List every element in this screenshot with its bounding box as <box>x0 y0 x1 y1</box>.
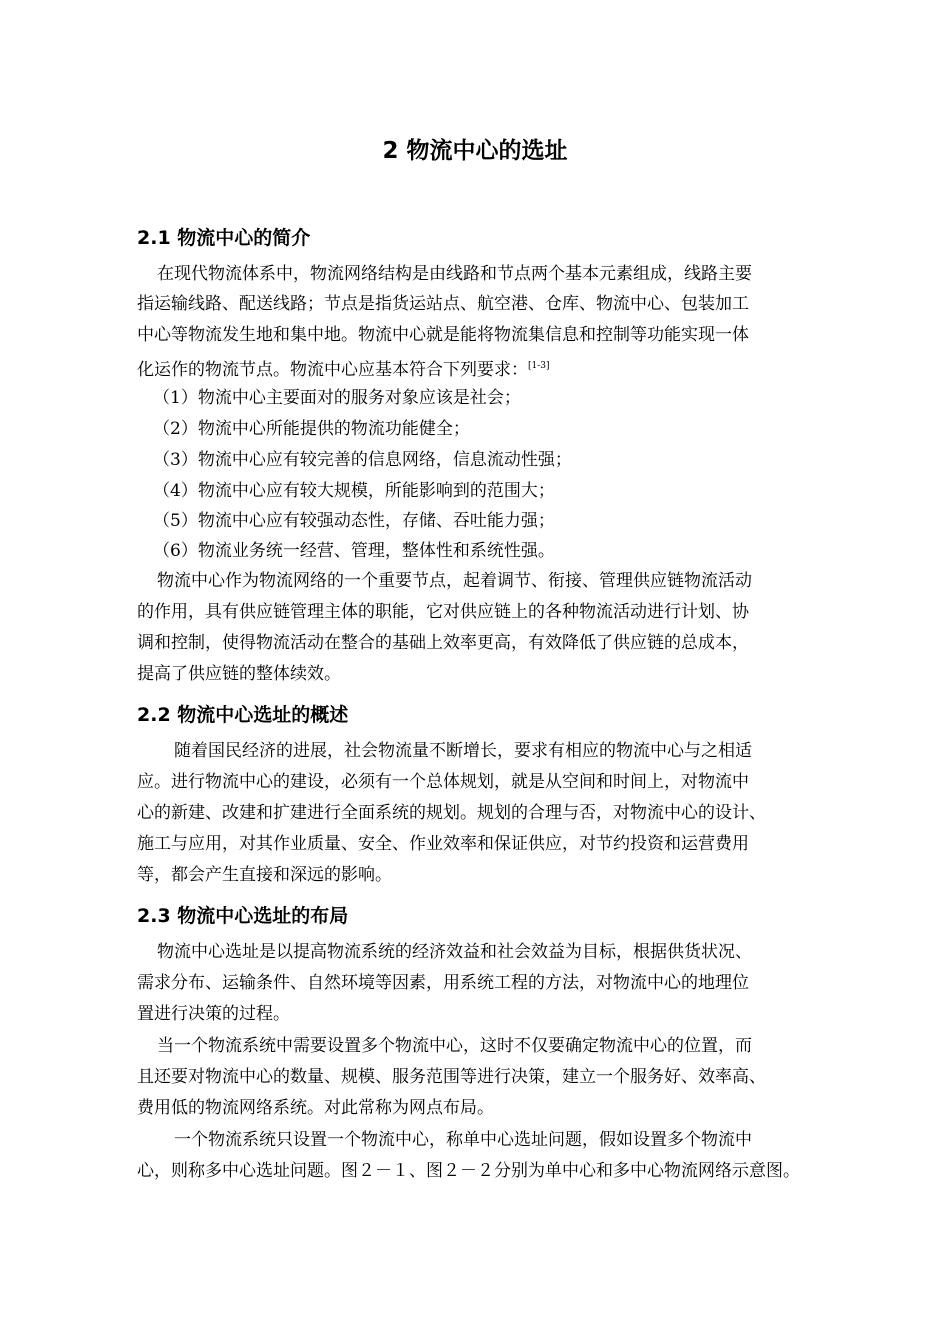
citation-superscript: [1-3] <box>528 361 550 371</box>
paragraph-line: 当一个物流系统中需要设置多个物流中心，这时不仅要确定物流中心的位置，而 <box>157 1036 752 1056</box>
paragraph-line: 应。进行物流中心的建设，必须有一个总体规划，就是从空间和时间上，对物流中 <box>137 772 749 792</box>
chapter-title: 2 物流中心的选址 <box>382 138 568 164</box>
paragraph-line: 需求分布、运输条件、自然环境等因素，用系统工程的方法，对物流中心的地理位 <box>137 973 749 993</box>
paragraph-line: 心，则称多中心选址问题。图２－１、图２－２分别为单中心和多中心物流网络示意图。 <box>137 1161 800 1181</box>
paragraph-line: 指运输线路、配送线路；节点是指货运站点、航空港、仓库、物流中心、包装加工 <box>137 294 749 314</box>
list-item: （6）物流业务统一经营、管理，整体性和系统性强。 <box>153 541 555 561</box>
paragraph-line: 调和控制，使得物流活动在整合的基础上效率更高，有效降低了供应链的总成本， <box>137 633 749 653</box>
paragraph-line: 中心等物流发生地和集中地。物流中心就是能将物流集信息和控制等功能实现一体 <box>137 325 749 345</box>
section-heading-2-3: 2.3 物流中心选址的布局 <box>137 905 349 927</box>
list-item: （3）物流中心应有较完善的信息网络，信息流动性强； <box>153 450 572 470</box>
list-item: （4）物流中心应有较大规模，所能影响到的范围大； <box>153 481 555 501</box>
paragraph-line: 在现代物流体系中，物流网络结构是由线路和节点两个基本元素组成，线路主要 <box>157 264 752 284</box>
paragraph-line: 且还要对物流中心的数量、规模、服务范围等进行决策，建立一个服务好、效率高、 <box>137 1067 766 1087</box>
list-item: （1）物流中心主要面对的服务对象应该是社会； <box>153 388 521 408</box>
paragraph-line: 心的新建、改建和扩建进行全面系统的规划。规划的合理与否，对物流中心的设计、 <box>137 803 766 823</box>
paragraph-line: 费用低的物流网络系统。对此常称为网点布局。 <box>137 1098 494 1118</box>
paragraph-text: 化运作的物流节点。物流中心应基本符合下列要求： <box>137 360 528 380</box>
section-heading-2-2: 2.2 物流中心选址的概述 <box>137 704 349 726</box>
paragraph-line: 随着国民经济的进展，社会物流量不断增长，要求有相应的物流中心与之相适 <box>174 741 752 761</box>
section-heading-2-1: 2.1 物流中心的简介 <box>137 227 311 249</box>
paragraph-line: 一个物流系统只设置一个物流中心，称单中心选址问题，假如设置多个物流中 <box>174 1130 752 1150</box>
paragraph-line: 的作用，具有供应链管理主体的职能，它对供应链上的各种物流活动进行计划、协 <box>137 602 749 622</box>
paragraph-line: 提高了供应链的整体续效。 <box>137 664 341 684</box>
list-item: （2）物流中心所能提供的物流功能健全； <box>153 419 470 439</box>
paragraph-line-with-citation <box>137 353 550 383</box>
paragraph-line: 物流中心作为物流网络的一个重要节点，起着调节、衔接、管理供应链物流活动 <box>157 571 752 591</box>
paragraph-line: 施工与应用，对其作业质量、安全、作业效率和保证供应，对节约投资和运营费用 <box>137 834 749 854</box>
list-item: （5）物流中心应有较强动态性，存储、吞吐能力强； <box>153 511 555 531</box>
paragraph-line: 等，都会产生直接和深远的影响。 <box>137 865 392 885</box>
paragraph-line: 物流中心选址是以提高物流系统的经济效益和社会效益为目标，根据供货状况、 <box>157 942 752 962</box>
paragraph-line: 置进行决策的过程。 <box>137 1004 290 1024</box>
